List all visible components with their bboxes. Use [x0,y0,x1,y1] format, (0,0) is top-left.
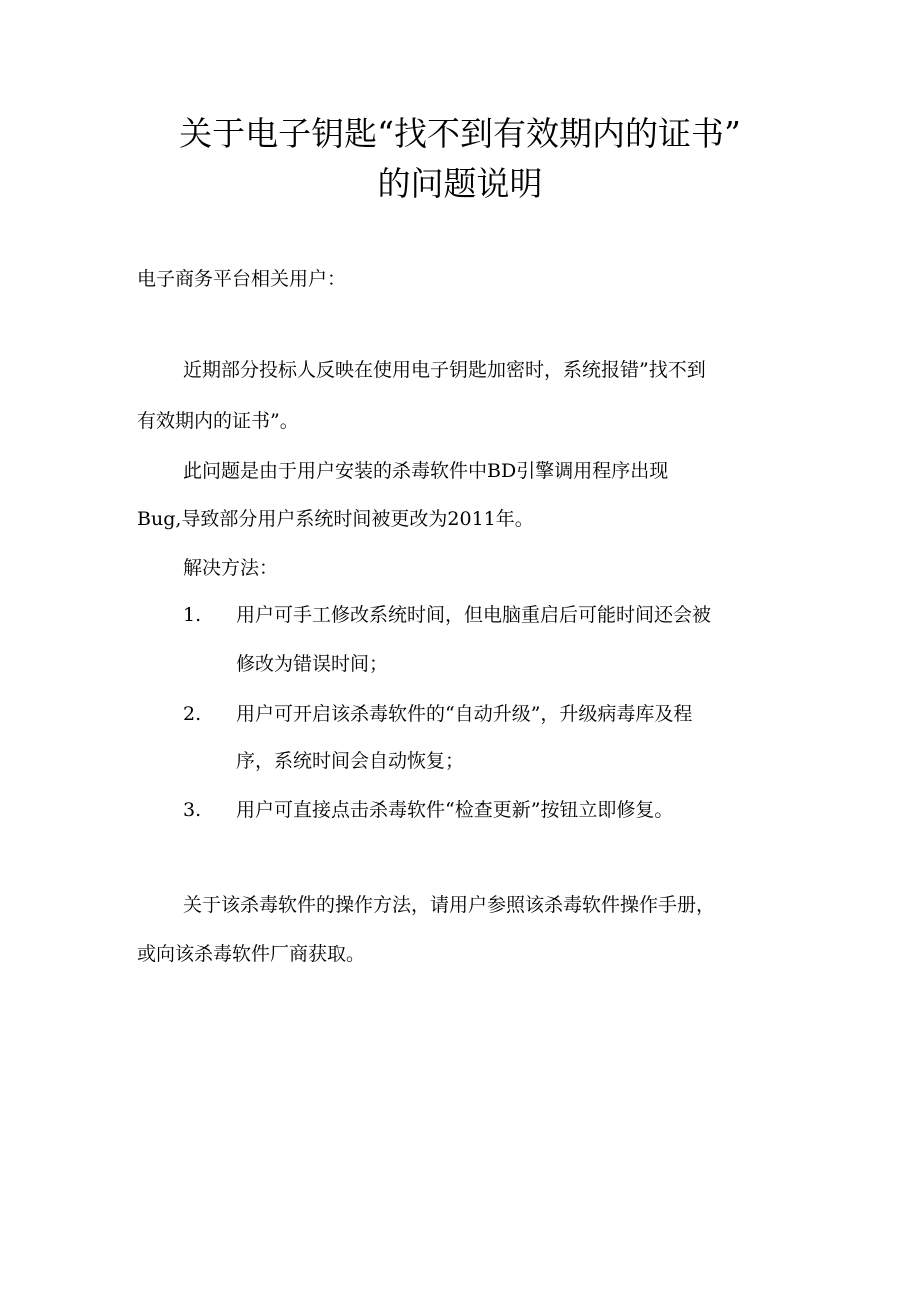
solution-2-line-1: 用户可开启该杀毒软件的“自动升级”，升级病毒库及程 [236,703,693,725]
document-title-line-2: 的问题说明 [377,164,543,203]
solution-1-number: 1. [183,604,202,626]
paragraph-1-line-1: 近期部分投标人反映在使用电子钥匙加密时，系统报错”找不到 [183,359,706,381]
solution-2-number: 2. [183,703,202,725]
paragraph-2-line-1: 此问题是由于用户安装的杀毒软件中BD引擎调用程序出现 [183,460,669,482]
paragraph-1-line-2: 有效期内的证书”。 [137,410,299,432]
document-title-line-1: 关于电子钥匙“找不到有效期内的证书” [179,114,741,153]
solution-3-number: 3. [183,799,202,821]
salutation: 电子商务平台相关用户： [137,268,347,290]
paragraph-2-line-2: Bug,导致部分用户系统时间被更改为2011年。 [137,508,534,530]
closing-line-2: 或向该杀毒软件厂商获取。 [137,943,366,965]
solution-1-line-2: 修改为错误时间； [236,653,389,675]
solution-3-line-1: 用户可直接点击杀毒软件“检查更新”按钮立即修复。 [236,799,674,821]
solution-2-line-2: 序，系统时间会自动恢复； [236,750,465,772]
solution-1-line-1: 用户可手工修改系统时间，但电脑重启后可能时间还会被 [236,604,712,626]
closing-line-1: 关于该杀毒软件的操作方法，请用户参照该杀毒软件操作手册， [183,894,716,916]
solutions-heading: 解决方法： [183,557,279,579]
